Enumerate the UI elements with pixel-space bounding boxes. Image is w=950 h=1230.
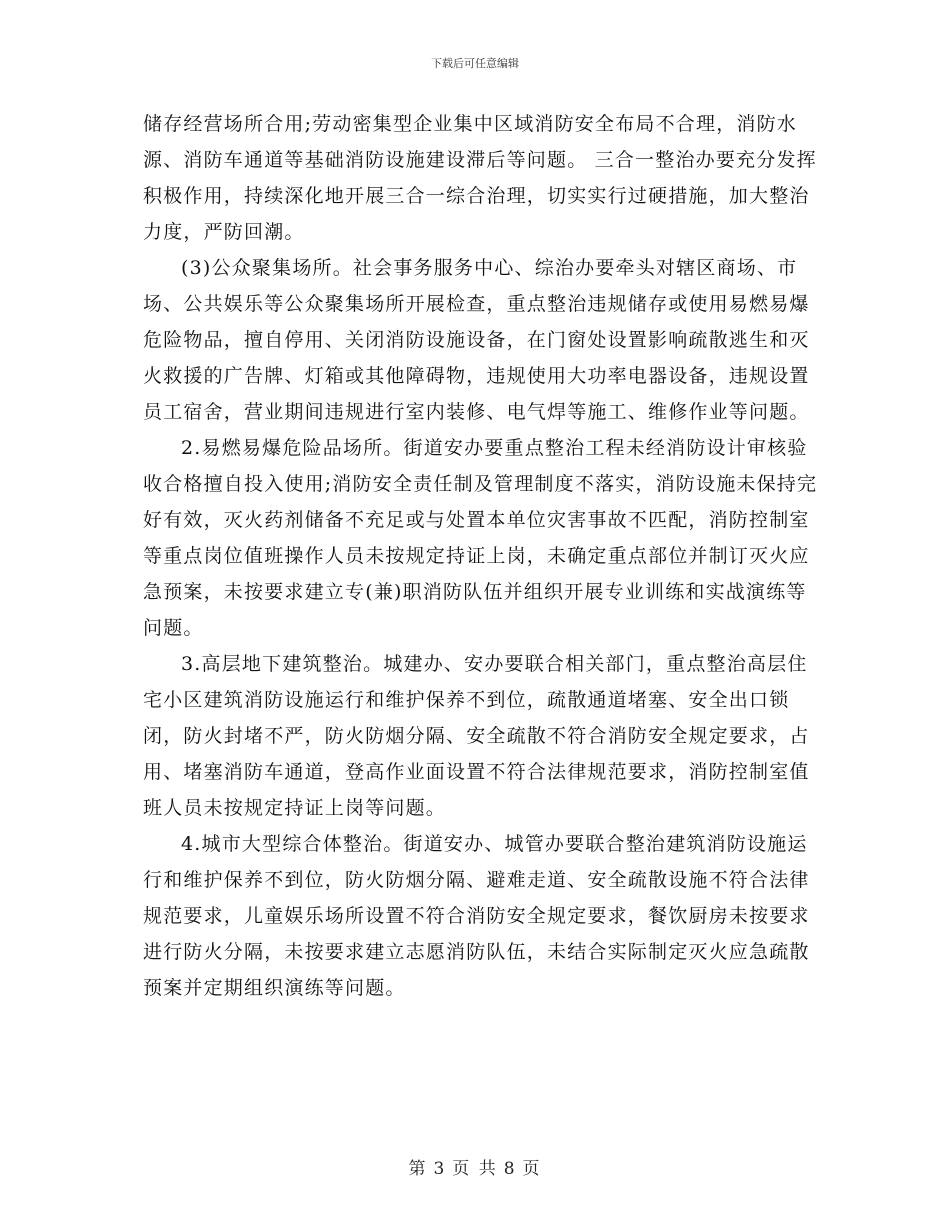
footer-total-pages: 8 <box>503 1159 517 1179</box>
document-body <box>143 106 823 1006</box>
footer-page-number: 3 <box>433 1159 447 1179</box>
footer-suffix: 页 <box>522 1159 542 1179</box>
page-footer <box>0 1154 950 1179</box>
paragraph-3: 2.易燃易爆危险品场所。街道安办要重点整治工程未经消防设计审核验收合格擅自投入使用;消防安全责任制及管理制度不落实，消防设施未保持完好有效，灭火药剂储备不充足或与处置本单位灾害事故不匹配，消防控制室等重点岗位值班操作人员未按规定持证上岗，未确定重点部位并制订灭火应急预案，未按要求建立专(兼)职消防队伍并组织开展专业训练和实战演练等问题。 <box>143 437 818 639</box>
footer-middle: 页 共 <box>452 1159 498 1179</box>
paragraph-5: 4.城市大型综合体整治。街道安办、城管办要联合整治建筑消防设施运行和维护保养不到位，防火防烟分隔、避难走道、安全疏散设施不符合法律规范要求，儿童娱乐场所设置不符合消防安全规定要求，餐饮厨房未按要求进行防火分隔，未按要求建立志愿消防队伍，未结合实际制定灭火应急疏散预案并定期组织演练等问题。 <box>143 833 810 999</box>
paragraph-2: (3)公众聚集场所。社会事务服务中心、综治办要牵头对辖区商场、市场、公共娱乐等公众聚集场所开展检查，重点整治违规储存或使用易燃易爆危险物品，擅自停用、关闭消防设施设备，在门窗处设置影响疏散逃生和灭火救援的广告牌、灯箱或其他障碍物，违规使用大功率电器设备，违规设置员工宿舍，营业期间违规进行室内装修、电气焊等施工、维修作业等问题。 <box>143 257 810 423</box>
footer-prefix: 第 <box>408 1159 428 1179</box>
page-header: 下载后可任意编辑 <box>431 57 519 70</box>
paragraph-1: 储存经营场所合用;劳动密集型企业集中区域消防安全布局不合理，消防水源、消防车通道等基础消防设施建设滞后等问题。 三合一整治办要充分发挥积极作用，持续深化地开展三合一综合治理，切实实行过硬措施，加大整治力度，严防回潮。 <box>143 113 817 243</box>
paragraph-4: 3.高层地下建筑整治。城建办、安办要联合相关部门，重点整治高层住宅小区建筑消防设施运行和维护保养不到位，疏散通道堵塞、安全出口锁闭，防火封堵不严，防火防烟分隔、安全疏散不符合消防安全规定要求，占用、堵塞消防车通道，登高作业面设置不符合法律规范要求，消防控制室值班人员未按规定持证上岗等问题。 <box>143 653 810 819</box>
